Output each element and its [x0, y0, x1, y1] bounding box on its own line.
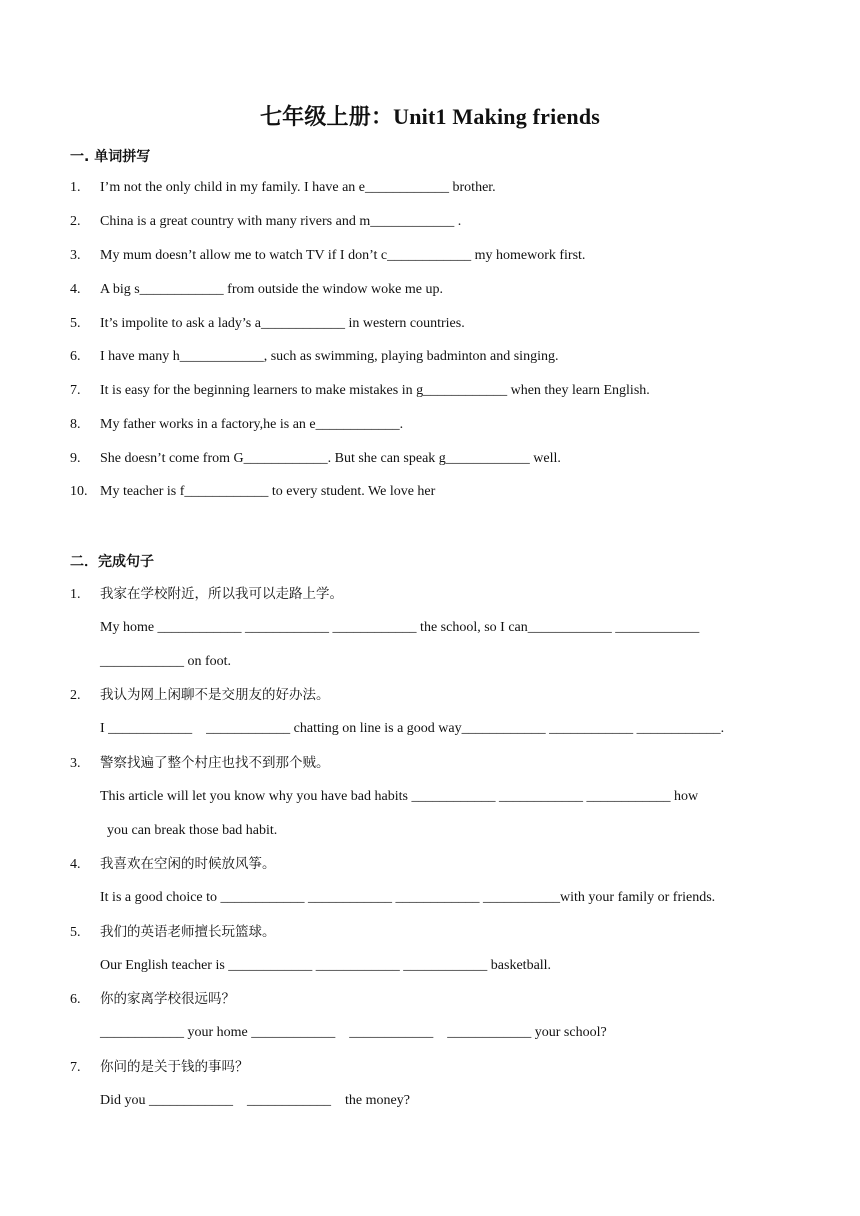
spelling-item: 6. I have many h____________, such as swimming, playing badminton and singing.	[70, 349, 559, 364]
sentence-item-cn: 1. 我家在学校附近，所以我可以走路上学。	[70, 586, 343, 602]
sentence-item-en: This article will let you know why you have bad habits ____________ ____________ ____________ how	[100, 789, 699, 804]
sentence-item-en: Our English teacher is ____________ ____________ ____________ basketball.	[100, 958, 552, 973]
sentence-item-en: Did you ____________ ____________ the money?	[100, 1093, 410, 1108]
spelling-item: 4. A big s____________ from outside the window woke me up.	[70, 282, 443, 297]
spelling-item: 10. My teacher is f____________ to every student. We love her	[70, 484, 436, 499]
sentence-item-en: It is a good choice to ____________ ____________ ____________ ___________with your family or friends.	[100, 890, 716, 905]
sentence-item-cn: 4. 我喜欢在空闲的时候放风筝。	[70, 856, 276, 872]
sentence-item-en: My home ____________ ____________ ____________ the school, so I can____________ ____________	[100, 620, 700, 635]
spelling-item: 5. It’s impolite to ask a lady’s a____________ in western countries.	[70, 316, 465, 331]
spelling-item: 8. My father works in a factory,he is an e____________.	[70, 417, 404, 432]
spelling-item: 3. My mum doesn’t allow me to watch TV if I don’t c____________ my homework first.	[70, 248, 586, 263]
sentence-item-en: you can break those bad habit.	[100, 823, 278, 838]
spelling-item: 9. She doesn’t come from G____________. But she can speak g____________ well.	[70, 451, 561, 466]
sentence-item-en: ____________ your home ____________ ____________ ____________ your school?	[100, 1025, 607, 1040]
sentence-item-cn: 6. 你的家离学校很远吗？	[70, 991, 235, 1007]
section-heading-spelling: 一. 单词拼写	[70, 149, 151, 165]
sentence-item-en: I ____________ ____________ chatting on line is a good way____________ ____________ ____________.	[100, 721, 725, 736]
spelling-item: 7. It is easy for the beginning learners to make mistakes in g____________ when they learn English.	[70, 383, 650, 398]
spelling-item: 1. I’m not the only child in my family. I have an e____________ brother.	[70, 180, 496, 195]
page-title: 七年级上册：Unit1 Making friends	[259, 104, 601, 129]
section-heading-sentences: 二．完成句子	[70, 554, 154, 570]
sentence-item-cn: 2. 我认为网上闲聊不是交朋友的好办法。	[70, 687, 330, 703]
sentence-item-cn: 3. 警察找遍了整个村庄也找不到那个贼。	[70, 755, 330, 771]
sentence-item-cn: 5. 我们的英语老师擅长玩篮球。	[70, 924, 276, 940]
sentence-item-en: ____________ on foot.	[100, 654, 232, 669]
sentence-item-cn: 7. 你问的是关于钱的事吗？	[70, 1059, 249, 1075]
spelling-item: 2. China is a great country with many rivers and m____________ .	[70, 214, 462, 229]
